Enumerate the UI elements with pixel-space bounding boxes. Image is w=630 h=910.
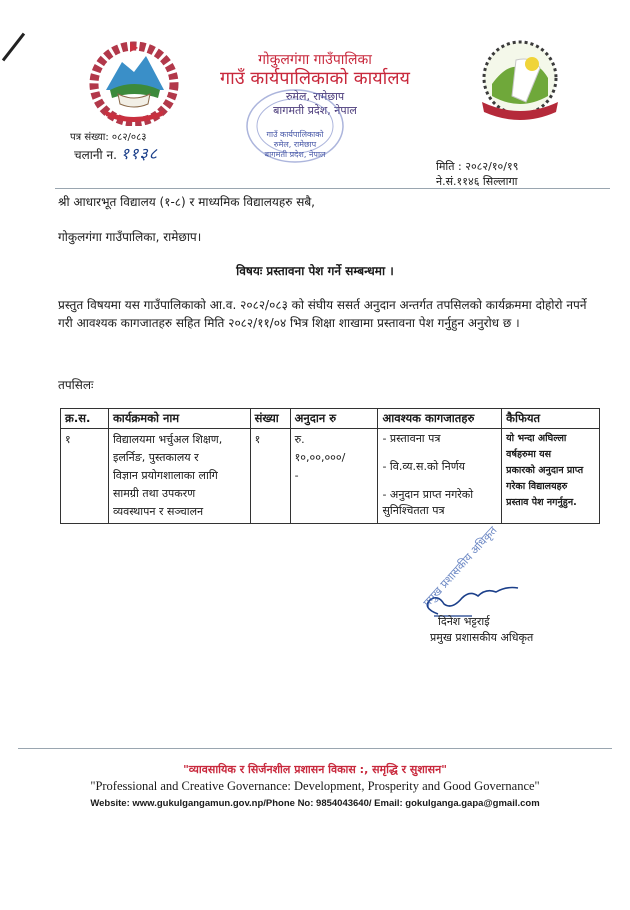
program-line: विज्ञान प्रयोगशालाका लागि <box>112 469 218 482</box>
remark-line: प्रस्ताव पेश नगर्नुहुन. <box>506 497 577 508</box>
program-line: व्यवस्थापन र सञ्चालन <box>112 505 204 518</box>
header-remarks: कैफियत <box>502 409 600 429</box>
date: मिति : २०८२/१०/१९ <box>436 160 519 173</box>
signatory-title: प्रमुख प्रशासकीय अधिकृत <box>430 631 534 644</box>
remark-line: गरेका विद्यालयहरु <box>506 481 568 492</box>
grant-line: १०,००,०००/ <box>294 451 346 464</box>
header-count: संख्या <box>250 409 290 429</box>
program-line: सामग्री तथा उपकरण <box>112 487 196 500</box>
footer-divider <box>18 748 612 749</box>
signatory-name: दिनेश भट्टराई <box>438 615 490 628</box>
header-program: कार्यक्रमको नाम <box>108 409 250 429</box>
letter-number: पत्र संख्या: ०८२/०८३ <box>70 132 147 143</box>
cell-grant <box>290 429 378 524</box>
remark-line: प्रकारको अनुदान प्राप्त <box>506 465 584 476</box>
header-grant: अनुदान रु <box>290 409 378 429</box>
municipality-name: गोकुलगंगा गाउँपालिका <box>258 52 372 68</box>
document-item: - प्रस्तावना पत्र <box>382 432 441 445</box>
contact-info: Website: www.gukulgangamun.gov.np/Phone No: 9854043640/ Email: gokulganga.gapa@gmail.com <box>90 798 540 809</box>
program-line: विद्यालयमा भर्चुअल शिक्षण, <box>112 433 223 446</box>
header-documents: आवश्यक कागजातहरु <box>378 409 502 429</box>
grant-line: - <box>294 469 299 482</box>
cell-sn <box>61 429 109 524</box>
grant-line: रु. <box>294 433 305 446</box>
cell-program <box>108 429 250 524</box>
cell-documents <box>378 429 502 524</box>
document-item: सुनिश्चितता पत्र <box>382 504 445 517</box>
document-item: - अनुदान प्राप्त नगरेको <box>382 488 474 501</box>
dispatch-label: चलानी न. <box>74 148 117 162</box>
office-name: गाउँ कार्यपालिकाको कार्यालय <box>220 68 410 89</box>
address-line-2: बागमती प्रदेश, नेपाल <box>273 104 357 117</box>
motto-nepali: "व्यावसायिक र सिर्जनशील प्रशासन विकास :, समृद्धि र सुशासन" <box>183 763 447 776</box>
office-seal-text <box>240 130 350 160</box>
remark-line: वर्षहरुमा यस <box>506 449 552 460</box>
header-sn: क्र.स. <box>61 409 109 429</box>
header-divider <box>55 188 610 189</box>
letter-body: प्रस्तुत विषयमा यस गाउँपालिकाको आ.व. २०८२/०८३ को संघीय ससर्त अनुदान अन्तर्गत तपसिलको कार्यक्रममा दोहोरो नपर्ने गरी आवश्यक कागजातहरु सहित मिति २०८२/११/०४ भित्र शिक्षा शाखामा प्रस्तावना पेश गर्नुहुन अनुरोध छ । <box>58 298 587 330</box>
address-line-1: रुमेल, रामेछाप <box>285 90 345 103</box>
cell-count <box>250 429 290 524</box>
table-row <box>61 429 600 524</box>
table-header-row <box>61 409 600 429</box>
remark-line: यो भन्दा अघिल्ला <box>506 433 567 444</box>
officer-stamp: प्रमुख प्रशासकीय अधिकृत <box>420 523 500 610</box>
dispatch-value: ११३८ <box>120 144 159 163</box>
recipient-line-2: गोकुलगंगा गाउँपालिका, रामेछाप। <box>58 230 202 244</box>
recipient-line-1: श्री आधारभूत विद्यालय (१-८) र माध्यमिक विद्यालयहरु सबै, <box>58 195 315 209</box>
dispatch-number <box>74 142 158 164</box>
nepal-sambat-date: ने.सं.११४६ सिल्लागा <box>436 175 518 188</box>
count-value: १ <box>254 433 261 446</box>
details-label: तपसिलः <box>58 378 94 392</box>
seal-line-3: बागमती प्रदेश, नेपाल <box>264 150 326 159</box>
subject-line: विषयः प्रस्तावना पेश गर्ने सम्बन्धमा । <box>236 264 394 278</box>
sn-value: १ <box>65 433 71 446</box>
details-table <box>60 408 600 524</box>
cell-remarks <box>502 429 600 524</box>
program-line: इलर्निङ, पुस्तकालय र <box>112 451 199 464</box>
motto-english: "Professional and Creative Governance: Development, Prosperity and Good Governance" <box>90 779 540 793</box>
seal-line-2: रुमेल, रामेछाप <box>273 140 317 149</box>
document-item: - वि.व्य.स.को निर्णय <box>382 460 466 473</box>
seal-line-1: गाउँ कार्यपालिकाको <box>266 130 324 139</box>
